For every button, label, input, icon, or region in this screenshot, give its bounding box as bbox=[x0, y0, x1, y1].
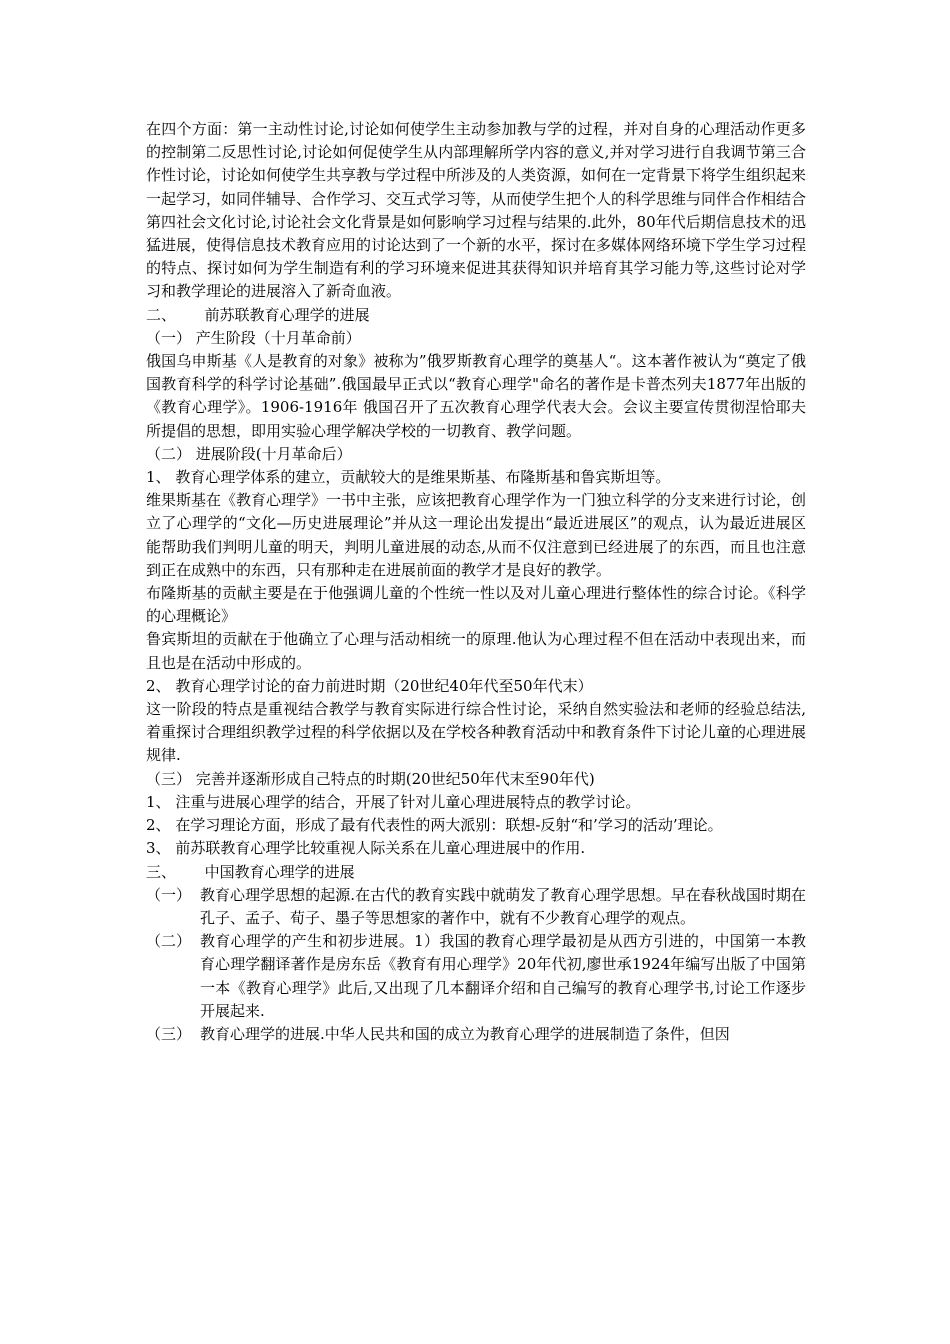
list-item-text: 教育心理学体系的建立，贡献较大的是维果斯基、布隆斯基和鲁宾斯坦等。 bbox=[175, 468, 671, 487]
list-item bbox=[146, 675, 806, 698]
list-item-text: 注重与进展心理学的结合，开展了针对儿童心理进展特点的教学讨论。 bbox=[175, 792, 641, 811]
paragraph-vygotsky: 维果斯基在《教育心理学》一书中主张，应该把教育心理学作为一门独立科学的分支来进行讨论，创立了心理学的“文化—历史进展理论”并从这一理论出发提出“最近进展区”的观点，认为最近进展区能帮助我们判明儿童的明天，判明儿童进展的动态,从而不仅注意到已经进展了的东西，而且也注意到正在成熟中的东西，只有那种走在进展前面的教学才是良好的教学。 bbox=[146, 491, 807, 579]
list-item-number: 2、 bbox=[146, 676, 176, 695]
list-item-number: 3、 bbox=[146, 839, 176, 858]
list-item-number: 1、 bbox=[146, 792, 176, 811]
section-heading-china: 三、 中国教育心理学的进展 bbox=[146, 862, 355, 881]
list-item-text: 在学习理论方面，形成了最有代表性的两大派别：联想-反射“和’学习的活动’理论。 bbox=[175, 816, 723, 835]
list-item-number: 1、 bbox=[146, 468, 176, 487]
list-item-number: 2、 bbox=[146, 816, 176, 835]
paragraph-blonsky: 布隆斯基的贡献主要是在于他强调儿童的个性统一性以及对儿童心理进行整体性的综合讨论。《科学的心理概论》 bbox=[146, 584, 806, 626]
subheading-development-stage: （二） 进展阶段(十月革命后） bbox=[146, 444, 352, 463]
paragraph-rubinstein: 鲁宾斯坦的贡献在于他确立了心理与活动相统一的原理.他认为心理过程不但在活动中表现出来，而且也是在活动中形成的。 bbox=[146, 630, 806, 672]
list-item-text: 教育心理学思想的起源.在古代的教育实践中就萌发了教育心理学思想。早在春秋战国时期在孔子、孟子、荀子、墨子等思想家的著作中，就有不少教育心理学的观点。 bbox=[200, 885, 806, 927]
paragraph-ushinsky: 俄国乌申斯基《人是教育的对象》被称为”俄罗斯教育心理学的奠基人“。这本著作被认为“奠定了俄国教育科学的科学讨论基础”.俄国最早正式以“教育心理学"命名的著作是卡普杰列夫1877年出版的《教育心理学》。1906-1916年 俄国召开了五次教育心理学代表大会。会议主要宣传贯彻涅恰耶夫所提倡的思想，即用实验心理学解决学校的一切教育、教学问题。 bbox=[146, 352, 806, 440]
section-heading-soviet: 二、 前苏联教育心理学的进展 bbox=[146, 305, 370, 324]
list-item bbox=[146, 884, 806, 930]
list-item-text: 教育心理学的产生和初步进展。1）我国的教育心理学最初是从西方引进的，中国第一本教育心理学翻译著作是房东岳《教育有用心理学》20年代初,廖世承1924年编写出版了中国第一本《教育心理学》此后,又出现了几本翻译介绍和自己编写的教育心理学书,讨论工作逐步开展起来. bbox=[200, 932, 806, 1020]
paragraph-stage-features: 这一阶段的特点是重视结合教学与教育实际进行综合性讨论，采纳自然实验法和老师的经验总结法,着重探讨合理组织教学过程的科学依据以及在学校各种教育活动中和教育条件下讨论儿童的心理进展规律. bbox=[146, 700, 807, 765]
list-item bbox=[146, 1023, 806, 1046]
paragraph-research-directions: 在四个方面：第一主动性讨论,讨论如何使学生主动参加教与学的过程，并对自身的心理活动作更多的控制第二反思性讨论,讨论如何促使学生从内部理解所学内容的意义,并对学习进行自我调节第三合作性讨论，讨论如何使学生共享教与学过程中所涉及的人类资源，如何在一定背景下将学生组织起来一起学习，如同伴辅导、合作学习、交互式学习等，从而使学生把个人的科学思维与同伴合作相结合第四社会文化讨论,讨论社会文化背景是如何影响学习过程与结果的.此外，80年代后期信息技术的迅猛进展，使得信息技术教育应用的讨论达到了一个新的水平，探讨在多媒体网络环境下学生学习过程的特点、探讨如何为学生制造有利的学习环境来促进其获得知识并培育其学习能力等,这些讨论对学习和教学理论的进展溶入了新奇血液。 bbox=[146, 120, 807, 301]
list-item bbox=[146, 930, 806, 1023]
list-item-number: （三） bbox=[146, 1024, 192, 1043]
document-page bbox=[146, 118, 806, 1046]
list-item bbox=[146, 814, 806, 837]
list-item bbox=[146, 791, 806, 814]
list-item-number: （一） bbox=[146, 885, 192, 904]
subheading-origin-stage: （一） 产生阶段（十月革命前） bbox=[146, 328, 361, 347]
list-item bbox=[146, 466, 806, 489]
list-item-text: 前苏联教育心理学比较重视人际关系在儿童心理进展中的作用. bbox=[175, 839, 586, 858]
list-item bbox=[146, 837, 806, 860]
list-item-text: 教育心理学讨论的奋力前进时期（20世纪40年代至50年代末） bbox=[175, 676, 593, 695]
subheading-mature-stage: （三） 完善并逐渐形成自己特点的时期(20世纪50年代末至90年代) bbox=[146, 769, 595, 788]
list-item-text: 教育心理学的进展.中华人民共和国的成立为教育心理学的进展制造了条件，但因 bbox=[200, 1024, 730, 1043]
list-item-number: （二） bbox=[146, 932, 192, 951]
